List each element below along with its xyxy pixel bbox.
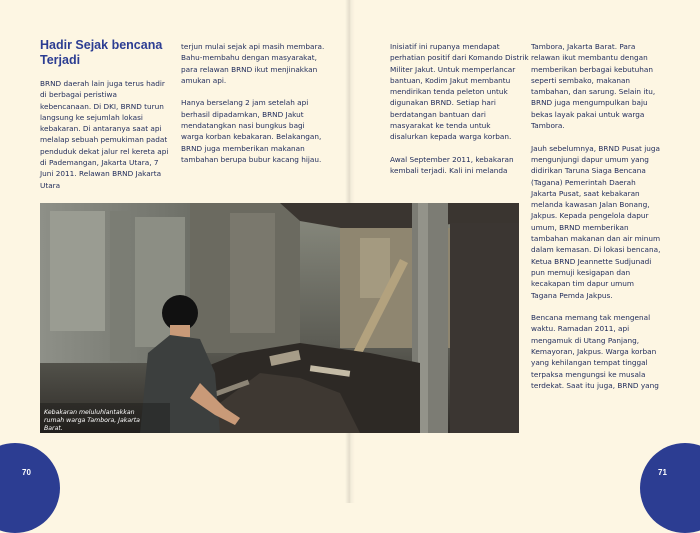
paragraph: BRND daerah lain juga terus hadir di berbagai peristiwa kebencanaan. Di DKI, BRND turun langsung ke sejumlah lokasi kebakaran. Di antaranya saat api melalap sebuah pemukiman padat penduduk dekat jalur rel kereta api di Pademangan, Jakarta Utara, 7 Juni 2011. Relawan BRND Jakarta Utara [40, 79, 169, 190]
text-column-2 [181, 41, 326, 177]
paragraph: Inisiatif ini rupanya mendapat perhatian positif dari Komando Distrik Militer Jakut. Untuk memperlancar bantuan, Kodim Jakut membantu mendirikan tenda peleton untuk digunakan BRND. Setiap hari berdatangan bantuan dari masyarakat ke tenda untuk disalurkan kepada warga korban. [390, 42, 529, 142]
paragraph: Bencana memang tak mengenal waktu. Ramadan 2011, api mengamuk di Utang Panjang, Kemayoran, Jakpus. Warga korban yang kehilangan tempat tinggal terpaksa mengungsi ke musala terdekat. Saat itu juga, BRND yang [531, 313, 659, 390]
photo-illustration [40, 203, 519, 433]
text-column-1 [40, 78, 170, 202]
page-number-left: 70 [22, 468, 31, 477]
paragraph: Tambora, Jakarta Barat. Para relawan ikut membantu dengan memberikan berbagai kebutuhan seperti sembako, makanan tambahan, dan sarung. Selain itu, BRND juga mengumpulkan baju bekas layak pakai untuk warga Tambora. [531, 42, 656, 131]
page-number-right: 71 [658, 468, 667, 477]
text-column-4 [531, 41, 661, 403]
photo-caption: Kebakaran meluluhlantakkan rumah warga Tambora, Jakarta Barat. [44, 409, 140, 432]
paragraph: Hanya berselang 2 jam setelah api berhasil dipadamkan, BRND Jakut mendatangkan nasi bungkus bagi warga korban kebakaran. Belakangan, BRND juga memberikan makanan tambahan berupa bubur kacang hijau. [181, 98, 322, 164]
section-heading: Hadir Sejak bencana Terjadi [40, 38, 163, 67]
text-column-3 [390, 41, 530, 188]
fire-aftermath-photo [40, 203, 519, 433]
paragraph: Awal September 2011, kebakaran kembali terjadi. Kali ini melanda [390, 154, 514, 176]
paragraph: Jauh sebelumnya, BRND Pusat juga mengunjungi dapur umum yang didirikan Taruna Siaga Bencana (Tagana) Pemerintah Daerah Jakarta Pusat, saat kebakaran melanda kawasan Jalan Bonang, Jakpus. Kepada pengelola dapur umum, BRND memberikan tambahan makanan dan air minum dalam kemasan. Di lokasi bencana, Ketua BRND Jeannette Sudjunadi pun memuji kesigapan dan kecakapan tim dapur umum Tagana Pemda Jakpus. [531, 143, 661, 300]
paragraph: terjun mulai sejak api masih membara. Bahu-membahu dengan masyarakat, para relawan BRND ikut menjinakkan amukan api. [181, 42, 325, 85]
